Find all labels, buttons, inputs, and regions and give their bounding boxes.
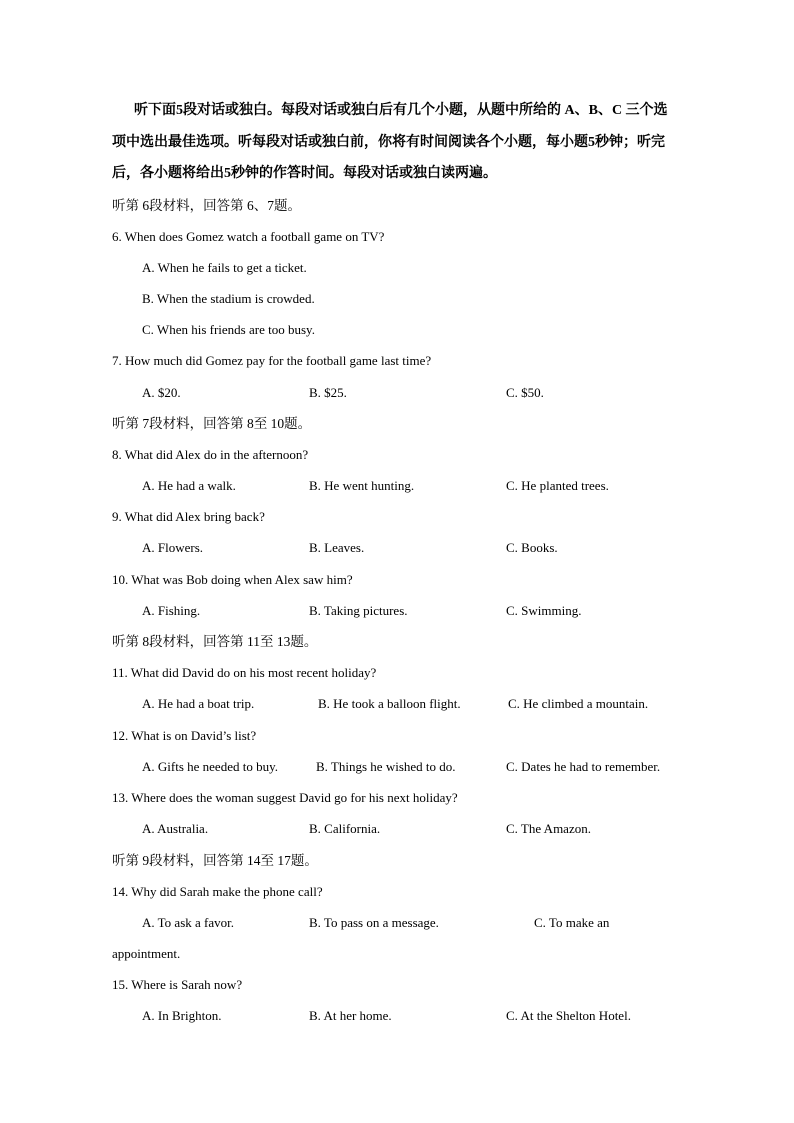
question-stem: 7. How much did Gomez pay for the football game last time? — [112, 353, 432, 368]
option-c: C. When his friends are too busy. — [142, 322, 315, 337]
option-a: A. Flowers. — [142, 540, 204, 555]
section-heading: 听第 8段材料，回答第 11至 13题。 — [112, 634, 318, 649]
question-stem: 6. When does Gomez watch a football game on TV? — [112, 229, 385, 244]
section-heading: 听第 6段材料，回答第 6、7题。 — [112, 198, 301, 213]
option-c: C. To make an — [534, 915, 610, 930]
option-c: C. He climbed a mountain. — [508, 696, 649, 711]
question-stem: 9. What did Alex bring back? — [112, 509, 265, 524]
option-b: B. Leaves. — [309, 540, 365, 555]
option-b: B. He took a balloon flight. — [318, 696, 461, 711]
option-c: C. The Amazon. — [506, 821, 591, 836]
option-a: A. In Brighton. — [142, 1008, 222, 1023]
instructions-line-3: 后，各小题将给出5秒钟的作答时间。每段对话或独白读两遍。 — [112, 166, 497, 181]
option-c: C. He planted trees. — [506, 478, 609, 493]
question-stem: 11. What did David do on his most recent holiday? — [112, 665, 377, 680]
option-b: B. Taking pictures. — [309, 603, 408, 618]
option-a: A. He had a boat trip. — [142, 696, 255, 711]
option-b: B. He went hunting. — [309, 478, 415, 493]
option-a: A. Gifts he needed to buy. — [142, 759, 278, 774]
instructions-line-1: 听下面5段对话或独白。每段对话或独白后有几个小题，从题中所给的 A、B、C 三个选 — [134, 103, 668, 118]
option-b: B. To pass on a message. — [309, 915, 439, 930]
option-c: C. Books. — [506, 540, 558, 555]
option-c-continuation: appointment. — [112, 946, 181, 961]
instructions-line-2: 项中选出最佳选项。听每段对话或独白前，你将有时间阅读各个小题，每小题5秒钟；听完 — [112, 135, 665, 150]
option-a: A. Australia. — [142, 821, 209, 836]
question-stem: 13. Where does the woman suggest David go for his next holiday? — [112, 790, 458, 805]
option-b: B. When the stadium is crowded. — [142, 291, 315, 306]
option-b: B. Things he wished to do. — [316, 759, 456, 774]
option-a: A. $20. — [142, 385, 181, 400]
section-heading: 听第 9段材料，回答第 14至 17题。 — [112, 853, 318, 868]
question-stem: 8. What did Alex do in the afternoon? — [112, 447, 309, 462]
option-c: C. Swimming. — [506, 603, 582, 618]
question-stem: 15. Where is Sarah now? — [112, 977, 243, 992]
section-heading: 听第 7段材料，回答第 8至 10题。 — [112, 416, 312, 431]
option-a: A. He had a walk. — [142, 478, 236, 493]
question-stem: 12. What is on David’s list? — [112, 728, 257, 743]
option-c: C. Dates he had to remember. — [506, 759, 661, 774]
option-b: B. At her home. — [309, 1008, 392, 1023]
question-stem: 10. What was Bob doing when Alex saw him? — [112, 572, 353, 587]
option-b: B. $25. — [309, 385, 347, 400]
option-c: C. $50. — [506, 385, 544, 400]
question-stem: 14. Why did Sarah make the phone call? — [112, 884, 323, 899]
option-c: C. At the Shelton Hotel. — [506, 1008, 631, 1023]
option-a: A. When he fails to get a ticket. — [142, 260, 307, 275]
option-a: A. To ask a favor. — [142, 915, 234, 930]
option-b: B. California. — [309, 821, 381, 836]
option-a: A. Fishing. — [142, 603, 201, 618]
